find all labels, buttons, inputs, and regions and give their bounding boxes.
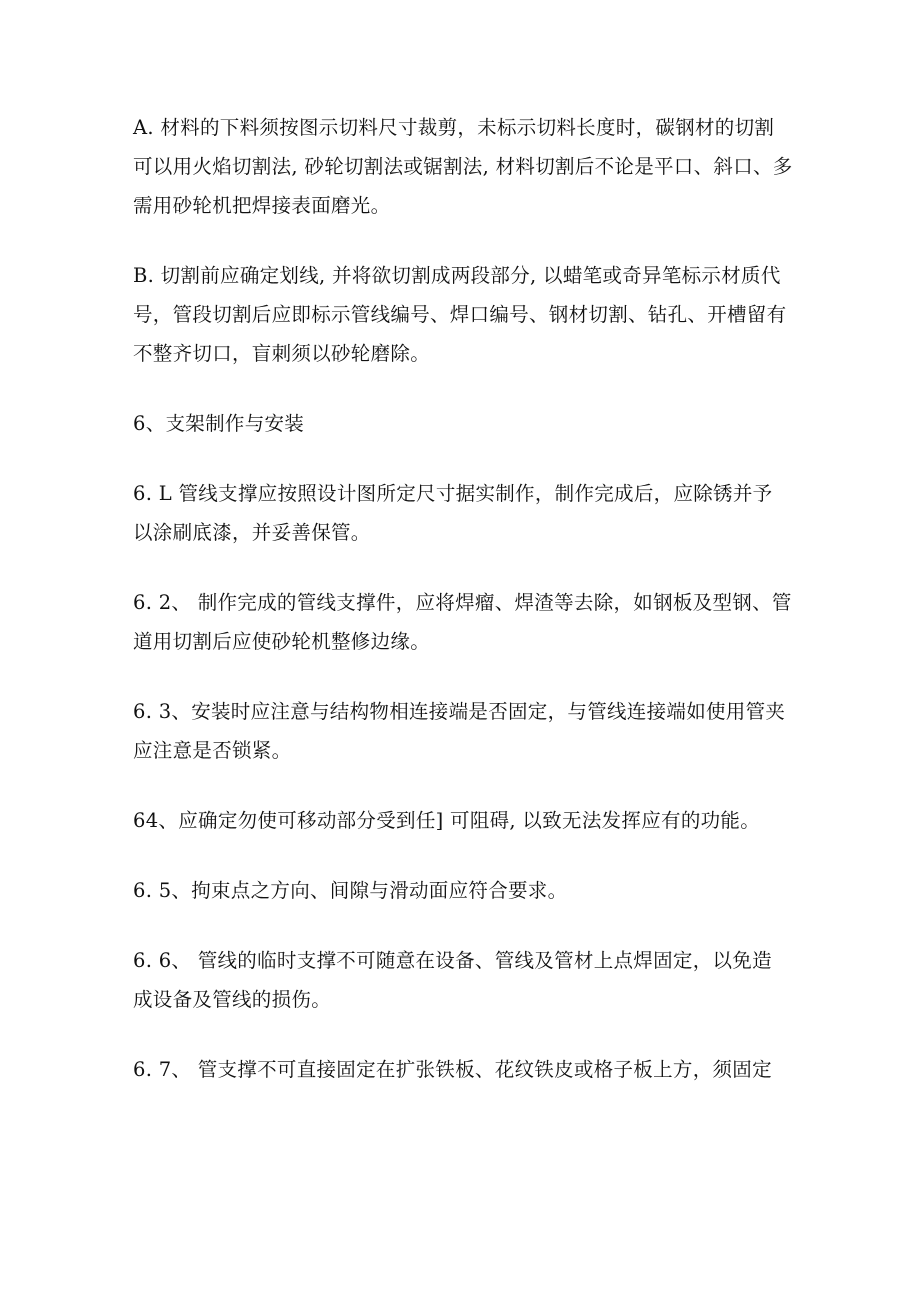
text-line: 6. 7、 管支撑不可直接固定在扩张铁板、花纹铁皮或格子板上方，须固定 [133,1058,772,1081]
paragraph-6-7 [133,1050,800,1089]
text-line: 需用砂轮机把焊接表面磨光。 [133,194,391,217]
text-line: 可以用火焰切割法, 砂轮切割法或锯割法, 材料切割后不论是平口、斜口、多 [133,155,793,178]
paragraph-6-2 [133,583,800,661]
paragraph-b [133,256,800,373]
text-line: 64、应确定勿使可移动部分受到任] 可阻碍, 以致无法发挥应有的功能。 [133,809,761,832]
text-line: 以涂刷底漆，并妥善保管。 [133,521,371,544]
paragraph-6-4 [133,801,800,840]
paragraph-6-3 [133,692,800,770]
text-line: 号，管段切割后应即标示管线编号、焊口编号、钢材切割、钻孔、开槽留有 [133,303,787,326]
text-line: B. 切割前应确定划线, 并将欲切割成两段部分, 以蜡笔或奇异笔标示材质代 [133,264,781,287]
text-line: 6. 3、安装时应注意与结构物相连接端是否固定，与管线连接端如使用管夹 [133,700,786,723]
paragraph-6-1 [133,474,800,552]
text-line: 应注意是否锁紧。 [133,739,292,762]
text-line: A. 材料的下料须按图示切料尺寸裁剪，未标示切料长度时，碳钢材的切割 [133,116,775,139]
paragraph-6-6 [133,941,800,1019]
paragraph-a [133,108,800,225]
paragraph-6-5 [133,871,800,910]
text-line: 6、支架制作与安装 [133,412,305,435]
text-line: 道用切割后应使砂轮机整修边缘。 [133,630,431,653]
text-line: 6. 6、 管线的临时支撑不可随意在设备、管线及管材上点焊固定，以免造 [133,949,772,972]
text-line: 6. L 管线支撑应按照设计图所定尺寸据实制作，制作完成后，应除锈并予 [133,482,773,505]
text-line: 6. 5、拘束点之方向、间隙与滑动面应符合要求。 [133,879,568,902]
section-heading-6 [133,404,800,443]
text-line: 6. 2、 制作完成的管线支撑件，应将焊瘤、焊渣等去除，如钢板及型钢、管 [133,591,792,614]
text-line: 不整齐切口，盲刺须以砂轮磨除。 [133,342,431,365]
text-line: 成设备及管线的损伤。 [133,988,332,1011]
